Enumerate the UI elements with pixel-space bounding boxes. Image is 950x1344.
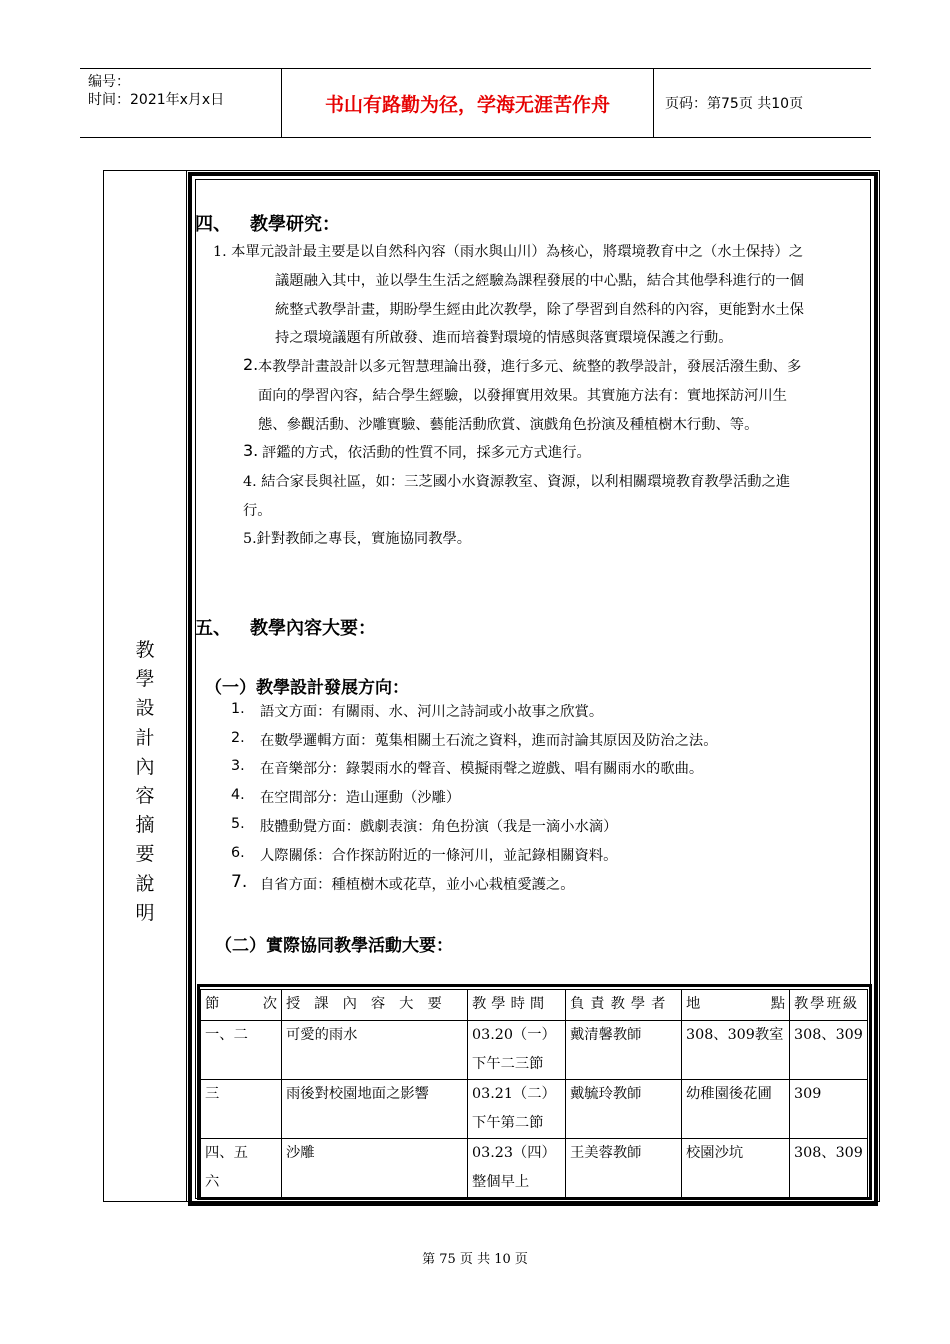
s4-item4-line1: 4. 結合家長與社區，如：三芝國小水資源教室、資源，以利相關環境教育教學活動之進 bbox=[243, 474, 791, 490]
s4-item3-text: 評鑑的方式，依活動的性質不同，採多元方式進行。 bbox=[262, 445, 591, 461]
list-item: 肢體動覺方面：戲劇表演：角色扮演（我是一滴小水滴） bbox=[260, 819, 618, 835]
list-item: 人際關係：合作探訪附近的一條河川，並記錄相關資料。 bbox=[260, 848, 618, 864]
col-header-content: 授課內容大要 bbox=[282, 990, 468, 1021]
cell-teacher: 戴毓玲教師 bbox=[566, 1080, 682, 1139]
section4-number: 四、 bbox=[195, 214, 231, 235]
page-header bbox=[80, 68, 871, 138]
list-number: 3. bbox=[231, 758, 245, 774]
list-number: 4. bbox=[231, 787, 245, 803]
header-page-number: 页码：第75页 共10页 bbox=[665, 96, 804, 112]
col-header-session: 節 次 bbox=[201, 990, 282, 1021]
col-header-class: 教學班級 bbox=[790, 990, 868, 1021]
list-number: 2. bbox=[231, 730, 245, 746]
col-header-time: 教學時間 bbox=[468, 990, 566, 1021]
s4-item2-line3: 態、參觀活動、沙雕實驗、藝能活動欣賞、演戲角色扮演及種植樹木行動、等。 bbox=[258, 417, 759, 433]
table-row bbox=[201, 1021, 868, 1080]
side-label bbox=[103, 636, 187, 928]
list-number: 6. bbox=[231, 845, 245, 861]
cell-class: 308、309 bbox=[790, 1021, 868, 1080]
cell-teacher: 王美蓉教師 bbox=[566, 1139, 682, 1198]
side-char: 內 bbox=[135, 755, 155, 778]
s4-item5-text: 5.針對教師之專長，實施協同教學。 bbox=[243, 531, 472, 547]
s4-item4-line2: 行。 bbox=[243, 503, 272, 519]
section5-number: 五、 bbox=[195, 618, 231, 639]
list-item: 在空間部分：造山運動（沙雕） bbox=[260, 790, 461, 806]
page-footer: 第 75 页 共 10 页 bbox=[422, 1252, 528, 1267]
cell-content: 沙雕 bbox=[282, 1139, 468, 1198]
side-char: 設 bbox=[135, 697, 155, 720]
s4-item2-line2: 面向的學習內容，結合學生經驗，以發揮實用效果。其實施方法有：實地探訪河川生 bbox=[258, 388, 787, 404]
header-meta bbox=[80, 69, 282, 137]
cell-session: 三 bbox=[201, 1080, 282, 1139]
cell-content: 可愛的雨水 bbox=[282, 1021, 468, 1080]
table-row bbox=[201, 1080, 868, 1139]
cell-class: 309 bbox=[790, 1080, 868, 1139]
list-item: 在數學邏輯方面：蒐集相關土石流之資料，進而討論其原因及防治之法。 bbox=[260, 733, 718, 749]
schedule-table bbox=[200, 989, 868, 1198]
section5-subheading-2: （二）實際協同教學活動大要： bbox=[215, 936, 453, 956]
side-char: 摘 bbox=[135, 814, 155, 837]
col-header-teacher: 負責教學者 bbox=[566, 990, 682, 1021]
list-item: 在音樂部分：錄製雨水的聲音、模擬雨聲之遊戲、唱有關雨水的歌曲。 bbox=[260, 761, 704, 777]
list-item: 自省方面：種植樹木或花草，並小心栽植愛護之。 bbox=[260, 877, 575, 893]
s4-item1-line1: 1. 本單元設計最主要是以自然科內容（雨水與山川）為核心，將環境教育中之（水土保持）之 bbox=[213, 244, 804, 260]
s4-item2-number: 2. bbox=[243, 355, 259, 374]
section4-heading: 教學研究： bbox=[250, 214, 340, 235]
side-char: 明 bbox=[135, 901, 155, 924]
cell-class: 308、309 bbox=[790, 1139, 868, 1198]
s4-item3-number: 3. bbox=[243, 441, 259, 460]
cell-place: 校園沙坑 bbox=[682, 1139, 790, 1198]
side-char: 要 bbox=[135, 843, 155, 866]
header-motto: 书山有路勤为径，学海无涯苦作舟 bbox=[282, 69, 654, 137]
cell-content: 雨後對校園地面之影響 bbox=[282, 1080, 468, 1139]
cell-place: 308、309教室 bbox=[682, 1021, 790, 1080]
side-char: 學 bbox=[135, 668, 155, 691]
s4-item1-line3: 統整式教學計畫，期盼學生經由此次教學，除了學習到自然科的內容，更能對水土保 bbox=[275, 302, 804, 318]
s4-item1-line4: 持之環境議題有所啟發、進而培養對環境的情感與落實環境保護之行動。 bbox=[275, 330, 733, 346]
list-number: 1. bbox=[231, 701, 245, 717]
side-char: 說 bbox=[135, 872, 155, 895]
cell-session: 一、二 bbox=[201, 1021, 282, 1080]
col-header-place: 地 點 bbox=[682, 990, 790, 1021]
cell-time: 03.23（四） 整個早上 bbox=[468, 1139, 566, 1198]
cell-place: 幼稚園後花圃 bbox=[682, 1080, 790, 1139]
s4-item1-line2: 議題融入其中，並以學生生活之經驗為課程發展的中心點，結合其他學科進行的一個 bbox=[275, 273, 804, 289]
table-row bbox=[201, 1139, 868, 1198]
document-date: 时间：2021年x月x日 bbox=[88, 92, 225, 108]
cell-teacher: 戴清馨教師 bbox=[566, 1021, 682, 1080]
cell-time: 03.21（二） 下午第二節 bbox=[468, 1080, 566, 1139]
cell-session: 四、五 六 bbox=[201, 1139, 282, 1198]
side-char: 教 bbox=[135, 639, 155, 661]
side-char: 計 bbox=[135, 726, 155, 749]
cell-time: 03.20（一） 下午二三節 bbox=[468, 1021, 566, 1080]
section5-heading: 教學內容大要： bbox=[250, 618, 376, 639]
side-label-column bbox=[103, 170, 187, 1202]
section5-subheading-1: （一）教學設計發展方向： bbox=[205, 678, 409, 698]
side-char: 容 bbox=[135, 785, 155, 808]
list-number: 5. bbox=[231, 816, 245, 832]
s4-item2-line1: 本教學計畫設計以多元智慧理論出發，進行多元、統整的教學設計，發展活潑生動、多 bbox=[258, 359, 802, 375]
list-number: 7. bbox=[231, 872, 248, 892]
list-item: 語文方面：有關雨、水、河川之詩詞或小故事之欣賞。 bbox=[260, 704, 604, 720]
document-number: 编号： bbox=[88, 74, 130, 90]
table-header-row bbox=[201, 990, 868, 1021]
